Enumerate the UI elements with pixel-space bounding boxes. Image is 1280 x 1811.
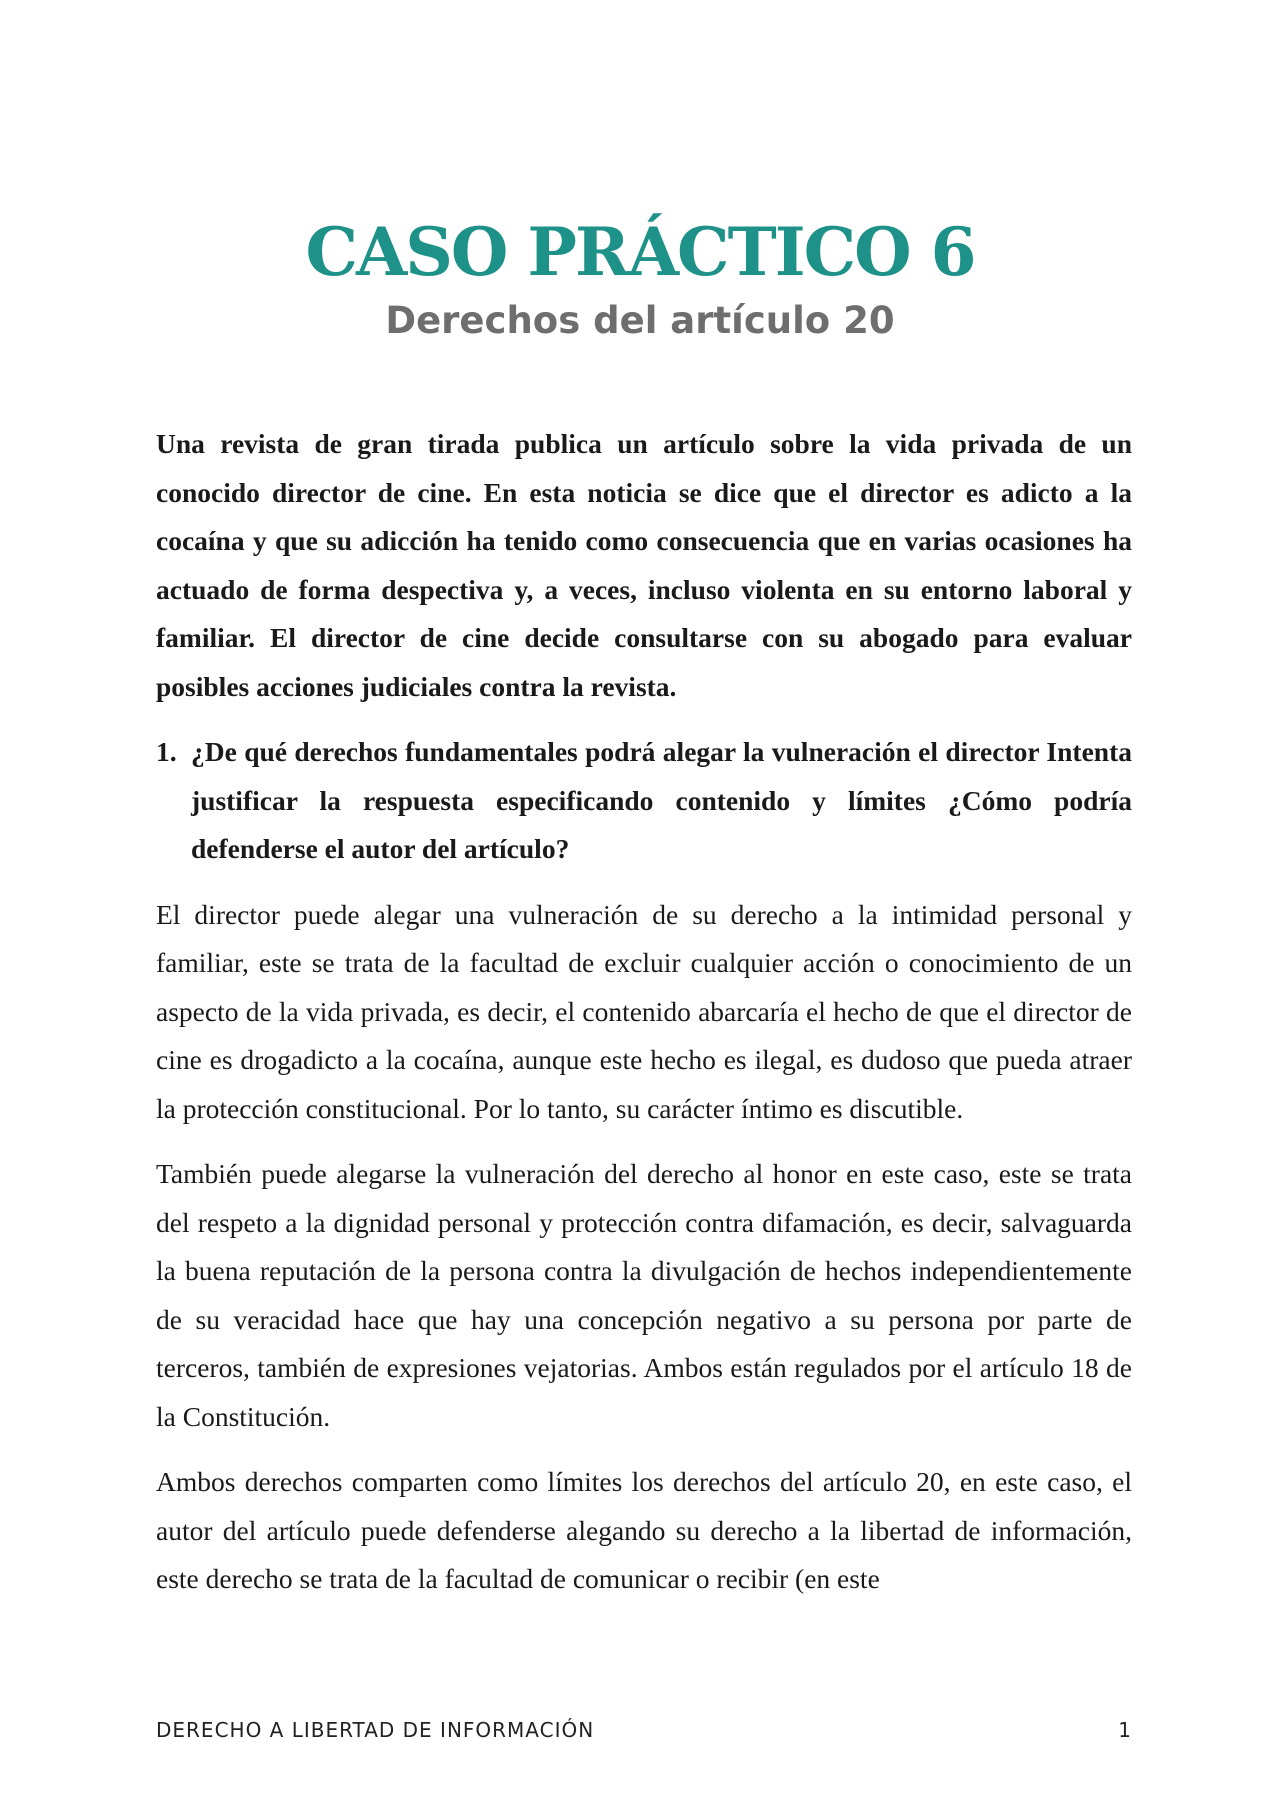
question-text: ¿De qué derechos fundamentales podrá alegar la vulneración el director Intenta justificar la respuesta especificando contenido y límites ¿Cómo podría defenderse el autor del artículo?	[191, 736, 1132, 864]
page-number: 1	[1118, 1718, 1132, 1742]
title-block	[0, 210, 1280, 346]
page-title: CASO PRÁCTICO 6	[305, 213, 975, 291]
question-item	[156, 728, 1132, 874]
footer-section-title: DERECHO A LIBERTAD DE INFORMACIÓN	[156, 1718, 595, 1742]
case-statement: Una revista de gran tirada publica un artículo sobre la vida privada de un conocido director de cine. En esta noticia se dice que el director es adicto a la cocaína y que su adicción ha tenido como consecuencia que en varias ocasiones ha actuado de forma despectiva y, a veces, incluso violenta en su entorno laboral y familiar. El director de cine decide consultarse con su abogado para evaluar posibles acciones judiciales contra la revista.	[156, 428, 1132, 702]
page-subtitle: Derechos del artículo 20	[385, 299, 895, 342]
answer-paragraph: También puede alegarse la vulneración del derecho al honor en este caso, este se trata del respeto a la dignidad personal y protección contra difamación, es decir, salvaguarda la buena reputación de la persona contra la divulgación de hechos independientemente de su veracidad hace que hay una concepción negativo a su persona por parte de terceros, también de expresiones vejatorias. Ambos están regulados por el artículo 18 de la Constitución.	[156, 1158, 1132, 1432]
answer-paragraph: El director puede alegar una vulneración de su derecho a la intimidad personal y familiar, este se trata de la facultad de excluir cualquier acción o conocimiento de un aspecto de la vida privada, es decir, el contenido abarcaría el hecho de que el director de cine es drogadicto a la cocaína, aunque este hecho es ilegal, es dudoso que pueda atraer la protección constitucional. Por lo tanto, su carácter íntimo es discutible.	[156, 898, 1132, 1124]
question-number: 1.	[156, 736, 177, 767]
document-body	[156, 420, 1132, 1621]
page-footer	[156, 1718, 1132, 1742]
answer-paragraph: Ambos derechos comparten como límites los derechos del artículo 20, en este caso, el autor del artículo puede defenderse alegando su derecho a la libertad de información, este derecho se trata de la facultad de comunicar o recibir (en este	[156, 1466, 1132, 1594]
